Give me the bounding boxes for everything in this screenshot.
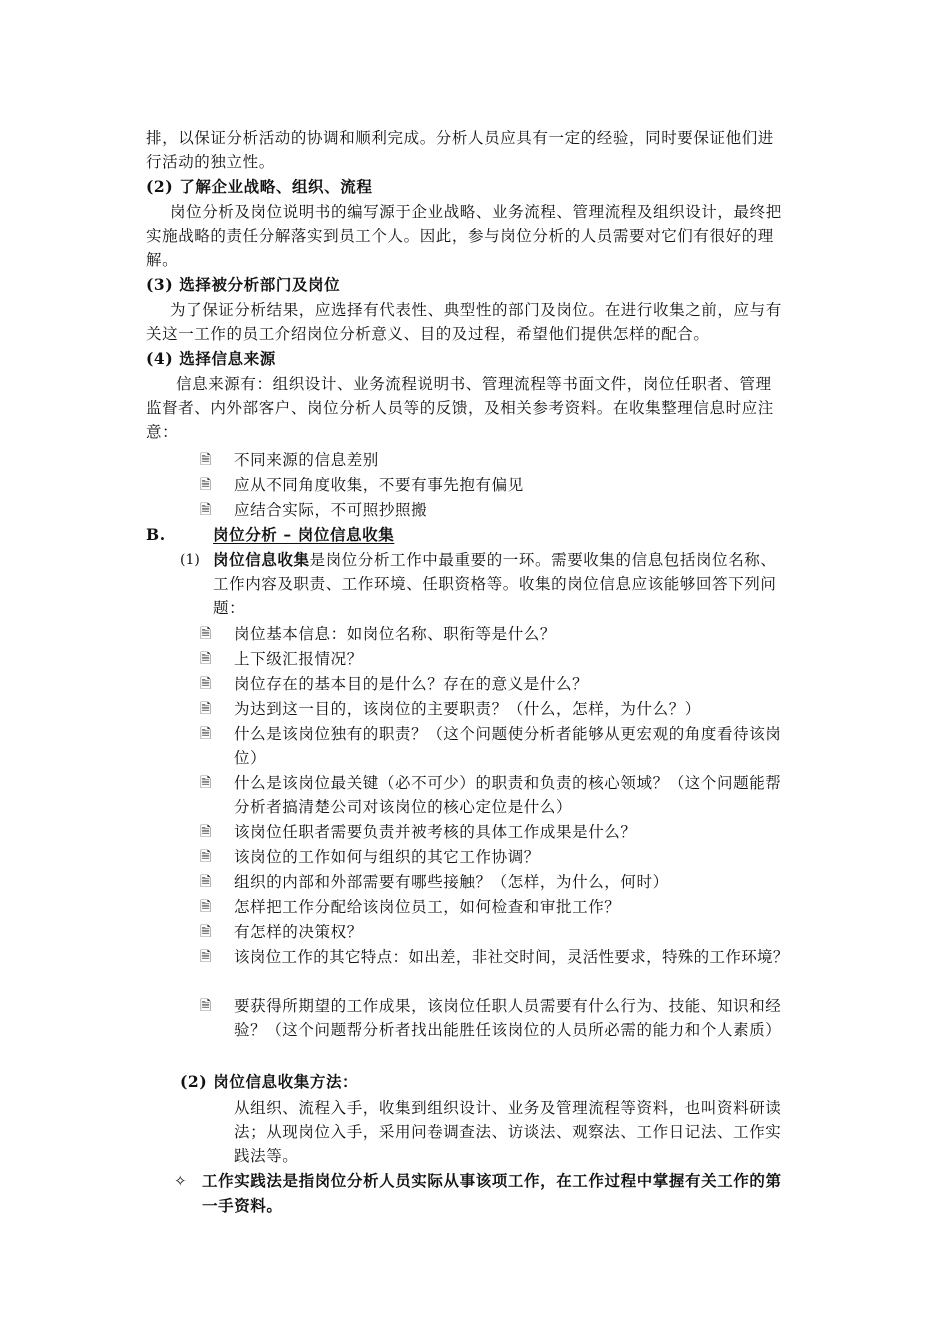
document-icon: 🗎 [200,477,212,493]
list-item: 要获得所期望的工作成果，该岗位任职人员需要有什么行为、技能、知识和经 [234,997,782,1015]
list-item: 不同来源的信息差别 [234,451,379,469]
paragraph-line [213,548,777,572]
document-icon: 🗎 [200,701,212,717]
paragraph-line: 法；从现岗位入手，采用问卷调查法、访谈法、观察法、工作日记法、工作实 [234,1123,782,1141]
list-item-continued: 位） [234,749,267,767]
document-icon: 🗎 [200,775,212,791]
list-item-continued: 验？（这个问题帮分析者找出能胜任该岗位的人员所必需的能力和个人素质） [234,1021,782,1039]
paragraph-line: 信息来源有：组织设计、业务流程说明书、管理流程等书面文件，岗位任职者、管理 [176,375,772,393]
document-icon: 🗎 [200,726,212,742]
four-point-star-icon: ✧ [174,1172,187,1190]
list-item: 怎样把工作分配给该岗位员工，如何检查和审批工作？ [234,898,621,916]
section-label: B. [146,525,166,544]
list-item: 上下级汇报情况？ [234,650,363,668]
section-heading: (2) 岗位信息收集方法： [180,1072,359,1091]
document-icon: 🗎 [200,626,212,642]
list-item: 为达到这一目的，该岗位的主要职责？（什么，怎样，为什么？） [234,700,701,718]
document-icon: 🗎 [200,502,212,518]
section-heading: (2) 了解企业战略、组织、流程 [146,177,373,196]
section-title: 岗位分析 – 岗位信息收集 [213,525,395,544]
document-icon: 🗎 [200,676,212,692]
paragraph-line: 实施战略的责任分解落实到员工个人。因此，参与岗位分析的人员需要对它们有很好的理 [146,227,774,245]
list-item: 该岗位的工作如何与组织的其它工作协调？ [234,848,540,866]
list-item: 岗位基本信息：如岗位名称、职衔等是什么？ [234,625,557,643]
paragraph-text: 是岗位分析工作中最重要的一环。需要收集的信息包括岗位名称、 [309,551,777,569]
list-item: 组织的内部和外部需要有哪些接触？（怎样，为什么，何时） [234,873,669,891]
document-icon: 🗎 [200,949,212,965]
paragraph-line: 监督者、内外部客户、岗位分析人员等的反馈，及相关参考资料。在收集整理信息时应注 [146,399,774,417]
list-item: 什么是该岗位独有的职责？（这个问题使分析者能够从更宏观的角度看待该岗 [234,725,782,743]
document-icon: 🗎 [200,824,212,840]
list-item: 该岗位工作的其它特点：如出差，非社交时间，灵活性要求，特殊的工作环境？ [234,948,789,966]
list-number: (1) [180,552,200,568]
section-heading: (3) 选择被分析部门及岗位 [146,275,341,294]
paragraph-line: 关这一工作的员工介绍岗位分析意义、目的及过程，希望他们提供怎样的配合。 [146,325,710,343]
paragraph-line: 工作内容及职责、工作环境、任职资格等。收集的岗位信息应该能够回答下列问 [213,575,777,593]
paragraph-line: 践法等。 [234,1147,299,1165]
list-item-continued: 分析者搞清楚公司对该岗位的核心定位是什么） [234,798,573,816]
document-icon: 🗎 [200,874,212,890]
bold-term: 岗位信息收集 [213,550,310,569]
paragraph-line: 从组织、流程入手，收集到组织设计、业务及管理流程等资料，也叫资料研读 [234,1099,782,1117]
list-item: 岗位存在的基本目的是什么？存在的意义是什么？ [234,675,589,693]
list-item: 应结合实际，不可照抄照搬 [234,501,428,519]
paragraph-line: 排，以保证分析活动的协调和顺利完成。分析人员应具有一定的经验，同时要保证他们进 [146,129,774,147]
document-icon: 🗎 [200,452,212,468]
list-item: 有怎样的决策权？ [234,923,363,941]
document-icon: 🗎 [200,651,212,667]
document-icon: 🗎 [200,998,212,1014]
document-icon: 🗎 [200,899,212,915]
list-item: 应从不同角度收集，不要有事先抱有偏见 [234,476,524,494]
document-icon: 🗎 [200,849,212,865]
paragraph-line: 岗位分析及岗位说明书的编写源于企业战略、业务流程、管理流程及组织设计，最终把 [170,203,782,221]
emphasis-line: 一手资料。 [202,1196,283,1215]
paragraph-line: 行活动的独立性。 [146,153,275,171]
emphasis-line: 工作实践法是指岗位分析人员实际从事该项工作，在工作过程中掌握有关工作的第 [202,1171,782,1190]
paragraph-line: 为了保证分析结果，应选择有代表性、典型性的部门及岗位。在进行收集之前，应与有 [170,301,782,319]
paragraph-line: 意： [146,423,179,441]
paragraph-line: 解。 [146,251,179,269]
paragraph-line: 题： [213,599,246,617]
section-heading: (4) 选择信息来源 [146,349,276,368]
list-item: 什么是该岗位最关键（必不可少）的职责和负责的核心领域？（这个问题能帮 [234,774,782,792]
list-item: 该岗位任职者需要负责并被考核的具体工作成果是什么？ [234,823,637,841]
document-icon: 🗎 [200,924,212,940]
